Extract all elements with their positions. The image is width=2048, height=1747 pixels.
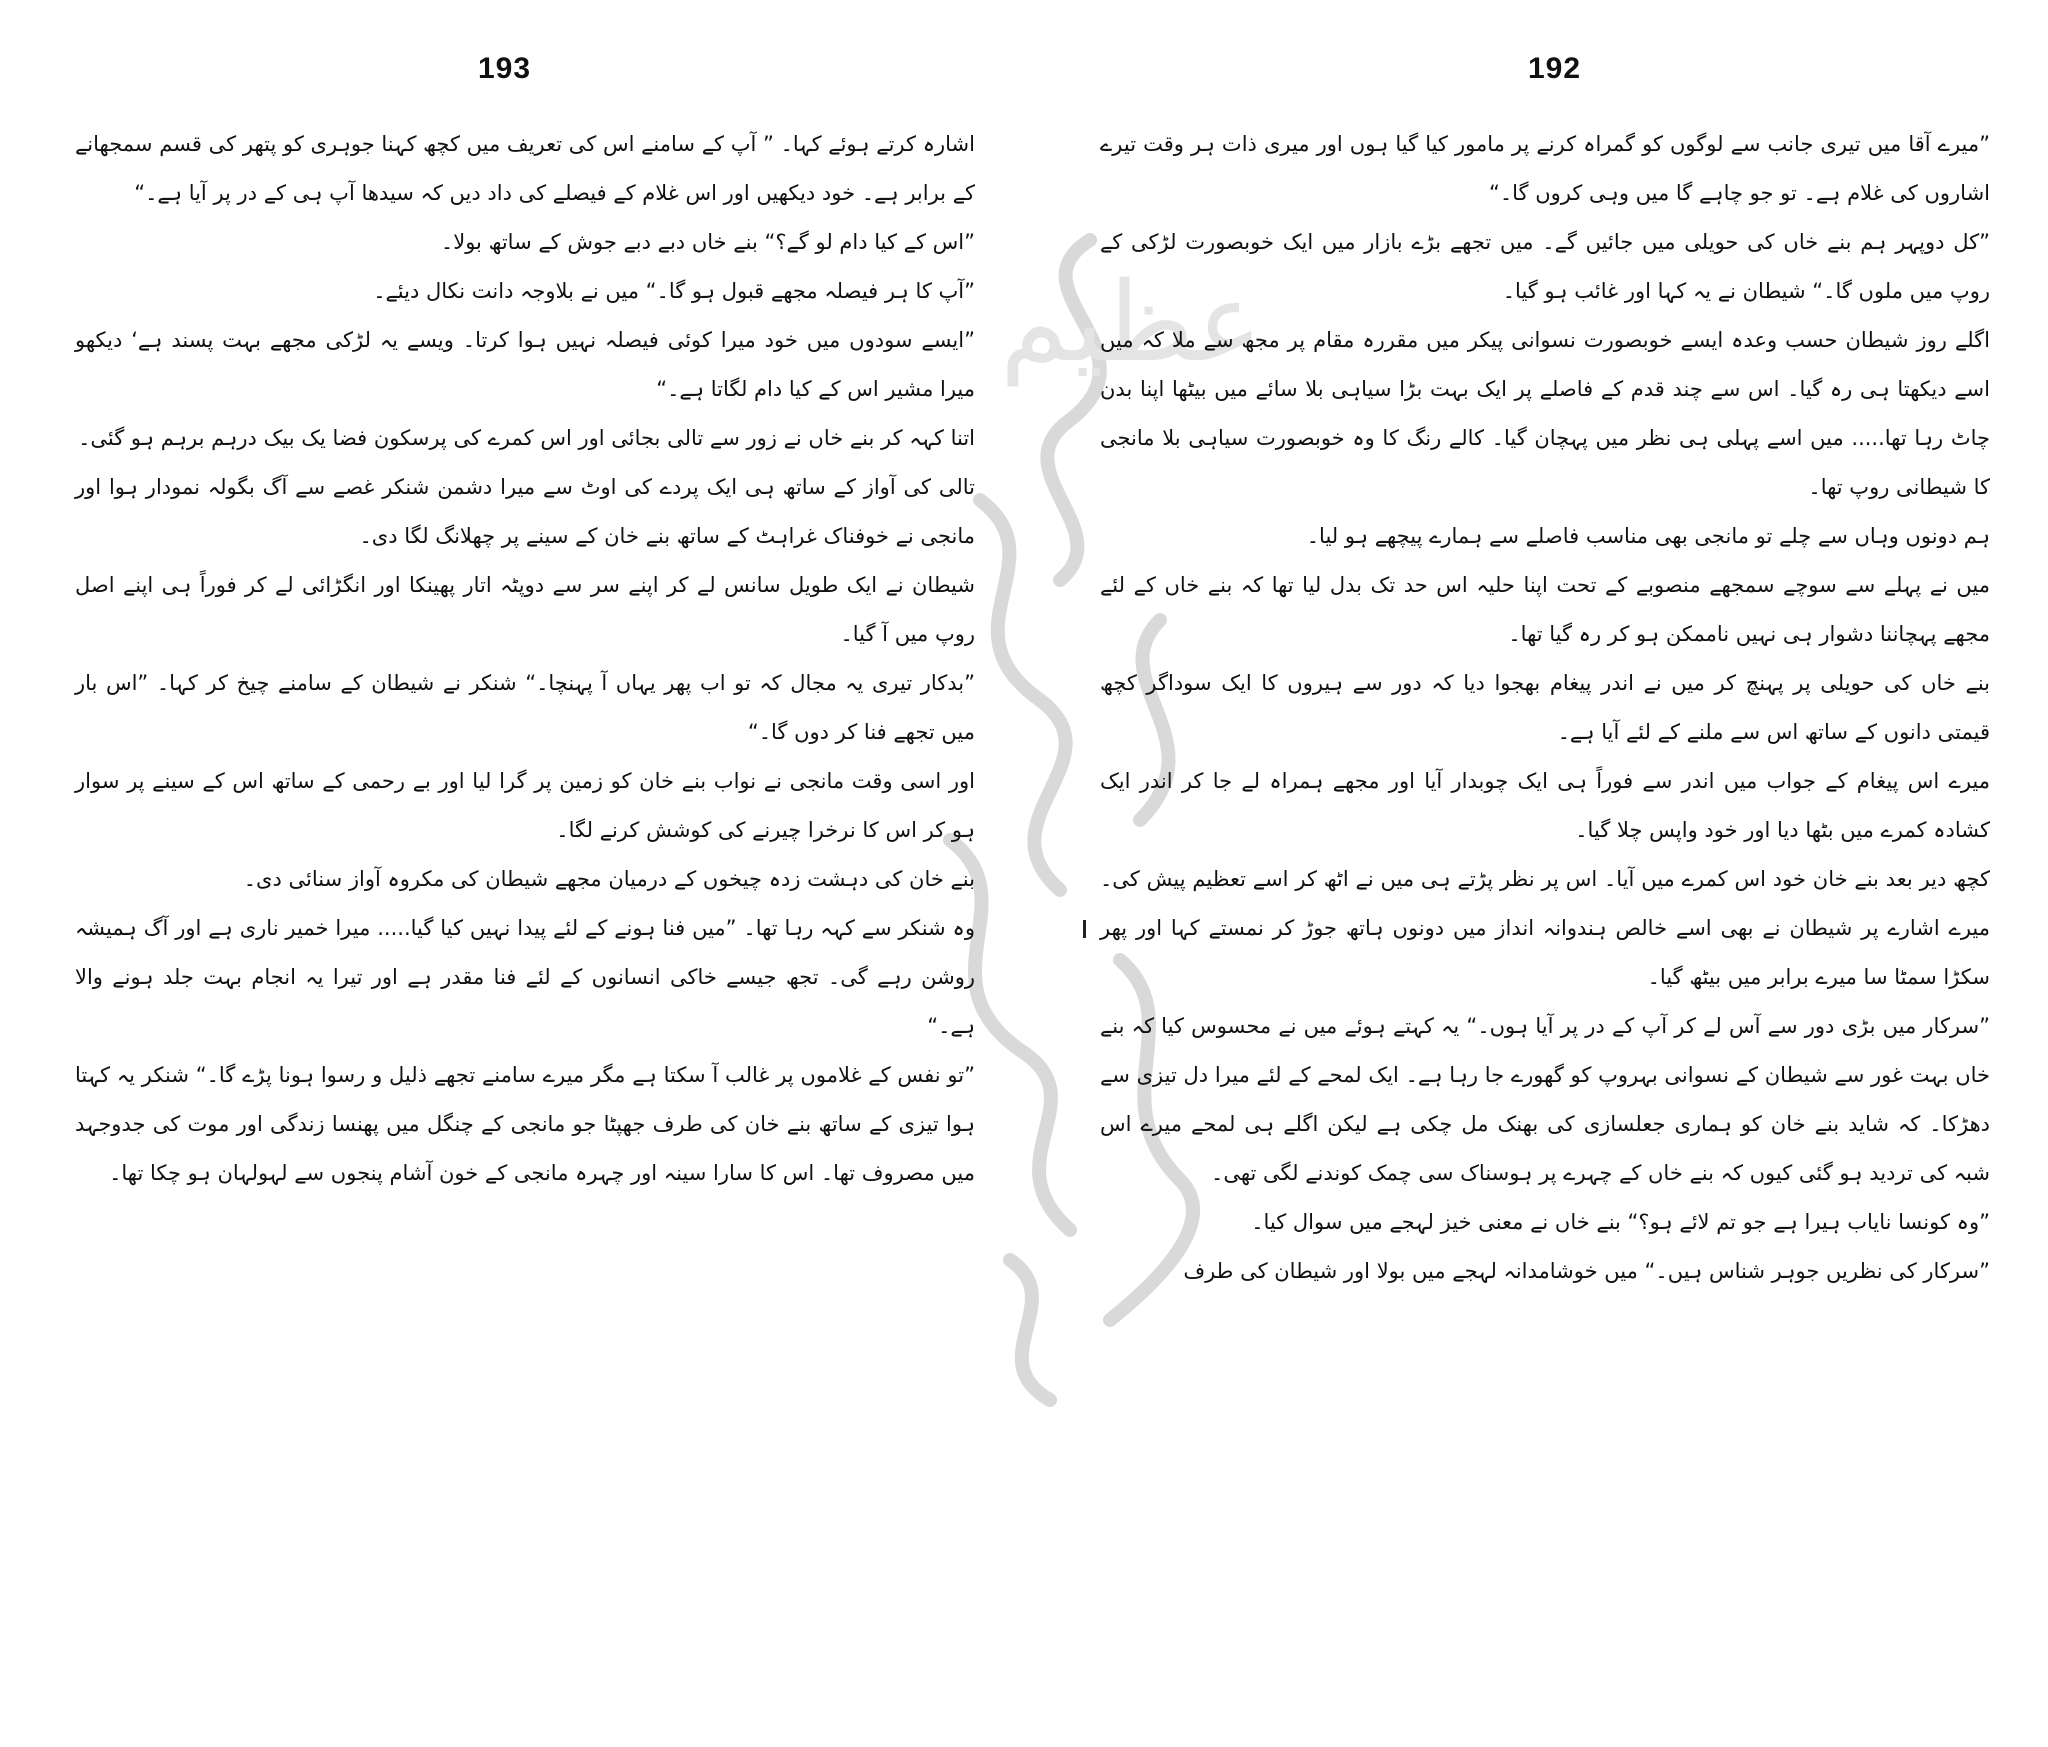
paragraph: شیطان نے ایک طویل سانس لے کر اپنے سر سے دوپٹہ اتار پھینکا اور انگڑائی لے کر فوراً ہی اپنے اصل روپ میں آ گیا۔ — [75, 573, 975, 646]
paragraph: اگلے روز شیطان حسب وعدہ ایسے خوبصورت نسوانی پیکر میں مقررہ مقام پر مجھ سے ملا کہ میں اسے دیکھتا ہی رہ گیا۔ اس سے چند قدم کے فاصلے پر ایک بہت بڑا سیاہی بلا سائے میں بیٹھا اپنا بدن چاٹ رہا تھا..... میں اسے پہلی ہی نظر میں پہچان گیا۔ کالے رنگ کا وہ خوبصورت سیاہی بلا مانجی کا شیطانی روپ تھا۔ — [1100, 328, 1990, 499]
right-page-text — [1100, 120, 1990, 1296]
left-page-text — [75, 120, 975, 1198]
paragraph: کچھ دیر بعد بنے خان خود اس کمرے میں آیا۔ اس پر نظر پڑتے ہی میں نے اٹھ کر اسے تعظیم پیش کی۔ میرے اشارے پر شیطان نے بھی اسے خالص ہندوانہ انداز میں دونوں ہاتھ جوڑ کر نمستے کہا اور پھر سکڑا سمٹا سا میرے برابر میں بیٹھ گیا۔ — [1100, 867, 1990, 989]
paragraph: اور اسی وقت مانجی نے نواب بنے خان کو زمین پر گرا لیا اور بے رحمی کے ساتھ اس کے سینے پر سوار ہو کر اس کا نرخرا چیرنے کی کوشش کرنے لگا۔ — [75, 769, 975, 842]
paragraph: اشارہ کرتے ہوئے کہا۔ ” آپ کے سامنے اس کی تعریف میں کچھ کہنا جوہری کو پتھر کی قسم سمجھانے کے برابر ہے۔ خود دیکھیں اور اس غلام کے فیصلے کی داد دیں کہ سیدھا آپ ہی کے در پر آیا ہے۔“ — [75, 132, 975, 205]
paragraph: میں نے پہلے سے سوچے سمجھے منصوبے کے تحت اپنا حلیہ اس حد تک بدل لیا تھا کہ بنے خاں کے لئے مجھے پہچاننا دشوار ہی نہیں ناممکن ہو کر رہ گیا تھا۔ — [1100, 573, 1990, 646]
watermark-text: عظیم — [1000, 258, 1263, 386]
paragraph: ”تو نفس کے غلاموں پر غالب آ سکتا ہے مگر میرے سامنے تجھے ذلیل و رسوا ہونا پڑے گا۔“ شنکر یہ کہتا ہوا تیزی کے ساتھ بنے خان کی طرف جھپٹا جو مانجی کے چنگل میں پھنسا زندگی اور موت کی جدوجہد میں مصروف تھا۔ اس کا سارا سینہ اور چہرہ مانجی کے خون آشام پنجوں سے لہولہان ہو چکا تھا۔ — [75, 1063, 975, 1185]
paragraph: ”میرے آقا میں تیری جانب سے لوگوں کو گمراہ کرنے پر مامور کیا گیا ہوں اور میری ذات ہر وقت تیرے اشاروں کی غلام ہے۔ تو جو چاہے گا میں وہی کروں گا۔“ — [1100, 132, 1990, 205]
paragraph: اتنا کہہ کر بنے خاں نے زور سے تالی بجائی اور اس کمرے کی پرسکون فضا یک بیک درہم برہم ہو گئی۔ — [78, 426, 975, 450]
page-number-left: 193 — [478, 52, 532, 85]
page-number-right: 192 — [1528, 52, 1582, 85]
paragraph: ”وہ کونسا نایاب ہیرا ہے جو تم لائے ہو؟“ بنے خاں نے معنی خیز لہجے میں سوال کیا۔ — [1251, 1210, 1990, 1234]
paragraph: ”کل دوپہر ہم بنے خاں کی حویلی میں جائیں گے۔ میں تجھے بڑے بازار میں ایک خوبصورت لڑکی کے روپ میں ملوں گا۔“ شیطان نے یہ کہا اور غائب ہو گیا۔ — [1100, 230, 1990, 303]
paragraph: وہ شنکر سے کہہ رہا تھا۔ ”میں فنا ہونے کے لئے پیدا نہیں کیا گیا..... میرا خمیر ناری ہے اور آگ ہمیشہ روشن رہے گی۔ تجھ جیسے خاکی انسانوں کے لئے فنا مقدر ہے اور تیرا یہ انجام بہت جلد ہونے والا ہے۔“ — [75, 916, 975, 1038]
paragraph: تالی کی آواز کے ساتھ ہی ایک پردے کی اوٹ سے میرا دشمن شنکر غصے سے آگ بگولہ نمودار ہوا اور مانجی نے خوفناک غراہٹ کے ساتھ بنے خان کے سینے پر چھلانگ لگا دی۔ — [75, 475, 975, 548]
paragraph: بنے خان کی دہشت زدہ چیخوں کے درمیان مجھے شیطان کی مکروہ آواز سنائی دی۔ — [243, 867, 975, 891]
paragraph: بنے خاں کی حویلی پر پہنچ کر میں نے اندر پیغام بھجوا دیا کہ دور سے ہیروں کا ایک سوداگر کچھ قیمتی دانوں کے ساتھ اس سے ملنے کے لئے آیا ہے۔ — [1100, 671, 1990, 744]
gutter-mark — [1083, 920, 1086, 938]
paragraph: میرے اس پیغام کے جواب میں اندر سے فوراً ہی ایک چوبدار آیا اور مجھے ہمراہ لے جا کر اندر ایک کشادہ کمرے میں بٹھا دیا اور خود واپس چلا گیا۔ — [1100, 769, 1990, 842]
paragraph: ”سرکار کی نظریں جوہر شناس ہیں۔“ میں خوشامدانہ لہجے میں بولا اور شیطان کی طرف — [1183, 1259, 1990, 1283]
paragraph: ”آپ کا ہر فیصلہ مجھے قبول ہو گا۔“ میں نے بلاوجہ دانت نکال دیئے۔ — [373, 279, 975, 303]
paragraph: ہم دونوں وہاں سے چلے تو مانجی بھی مناسب فاصلے سے ہمارے پیچھے ہو لیا۔ — [1306, 524, 1990, 548]
paragraph: ”بدکار تیری یہ مجال کہ تو اب پھر یہاں آ پہنچا۔“ شنکر نے شیطان کے سامنے چیخ کر کہا۔ ”اس بار میں تجھے فنا کر دوں گا۔“ — [75, 671, 975, 744]
paragraph: ”سرکار میں بڑی دور سے آس لے کر آپ کے در پر آیا ہوں۔“ یہ کہتے ہوئے میں نے محسوس کیا کہ بنے خاں بہت غور سے شیطان کے نسوانی بہروپ کو گھورے جا رہا ہے۔ ایک لمحے کے لئے میرا دل تیزی سے دھڑکا۔ کہ شاید بنے خان کو ہماری جعلسازی کی بھنک مل چکی ہے لیکن اگلے ہی لمحے میرے اس شبہ کی تردید ہو گئی کیوں کہ بنے خاں کے چہرے پر ہوسناک سی چمک کوندنے لگی تھی۔ — [1100, 1014, 1990, 1185]
paragraph: ”اس کے کیا دام لو گے؟“ بنے خاں دبے دبے جوش کے ساتھ بولا۔ — [440, 230, 975, 254]
paragraph: ”ایسے سودوں میں خود میرا کوئی فیصلہ نہیں ہوا کرتا۔ ویسے یہ لڑکی مجھے بہت پسند ہے‘ دیکھو میرا مشیر اس کے کیا دام لگاتا ہے۔“ — [75, 328, 975, 401]
